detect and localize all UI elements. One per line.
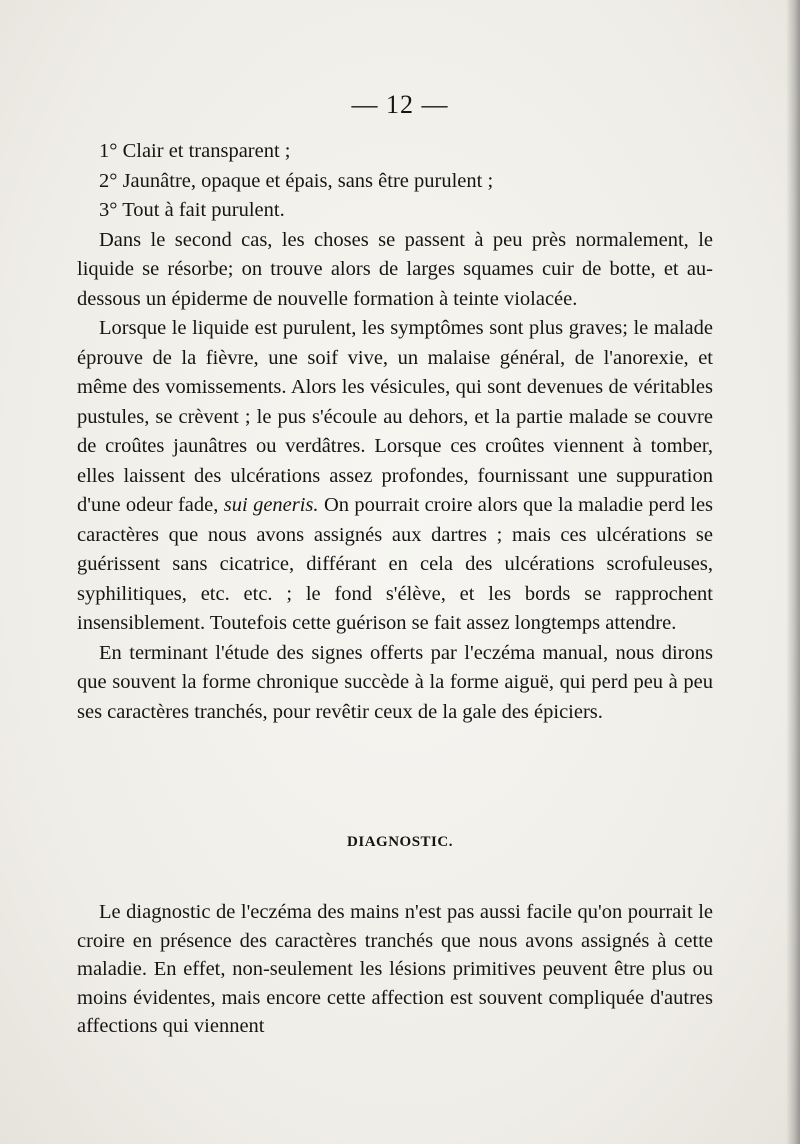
paragraph-diagnostic: Le diagnostic de l'eczéma des mains n'est pas aussi facile qu'on pourrait le croire en présence des caractères tranchés que nous avons assignés à cette maladie. En effet, non-seulement les lésions primitives peuvent être plus ou moins évidentes, mais encore cette affection est souvent compliquée d'autres affections qui viennent [77,901,713,1037]
list-item-3: 3° Tout à fait purulent. [99,199,285,221]
latin-term: sui generis. [223,494,319,516]
section-heading: DIAGNOSTIC. [347,834,453,850]
list-item-1: 1° Clair et transparent ; [99,140,291,162]
page-gutter-shadow [786,0,800,1144]
paragraph-conclusion: En terminant l'étude des signes offerts par l'eczéma manual, nous dirons que souvent la forme chronique succède à la forme aiguë, qui perd peu à peu ses caractères tranchés, pour revêtir ceux de la gale des épiciers. [77,641,713,723]
body-text [77,137,713,727]
list-item-2: 2° Jaunâtre, opaque et épais, sans être purulent ; [99,169,494,192]
paragraph-second-case: Dans le second cas, les choses se passent à peu près normalement, le liquide se résorbe; on trouve alors de larges squames cuir de botte, et au-dessous un épiderme de nouvelle formation à teinte violacée. [77,228,713,310]
diagnostic-text [77,898,713,1041]
paragraph-purulent [77,314,713,639]
paragraph-purulent-part1: Lorsque le liquide est purulent, les symptômes sont plus graves; le malade éprouve de la fièvre, une soif vive, un malaise général, de l'anorexie, et même des vomissements. Alors les vésicules, qui sont devenues de véritables pustules, se crèvent ; le pus s'écoule au dehors, et la partie malade se couvre de croûtes jaunâtres ou verdâtres. Lorsque ces croûtes viennent à tomber, elles laissent des ulcérations assez profondes, fournissant une suppuration d'une odeur fade, [77,317,713,516]
paragraph-purulent-part2: On pourrait croire alors que la maladie perd les caractères que nous avons assignés aux dartres ; mais ces ulcérations se guérissent sans cicatrice, différant en cela des ulcérations scrofuleuses, syphilitiques, etc. etc. ; le fond s'élève, et les bords se rapprochent insensiblement. Toutefois cette guérison se fait assez longtemps attendre. [77,494,714,634]
page-number: — 12 — [351,90,449,119]
